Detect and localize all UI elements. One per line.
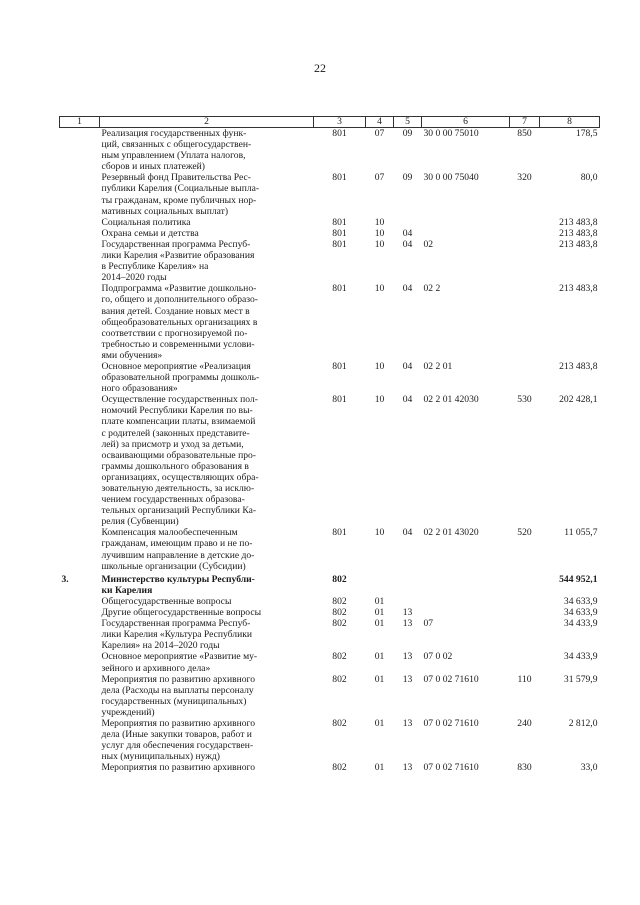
expense-type-code: 830: [517, 762, 532, 774]
ministry-code: 802: [332, 573, 347, 585]
ministry-code: 801: [332, 172, 347, 184]
amount-value: 80,0: [580, 172, 598, 184]
table-row: [60, 607, 600, 618]
target-article-code: 30 0 00 75040: [423, 172, 479, 184]
table-row: [60, 128, 600, 173]
target-article-code: [422, 217, 510, 228]
amount-value: 34 633,9: [563, 595, 598, 607]
target-article-code: [422, 596, 510, 607]
section-code: 10: [374, 238, 385, 250]
section-code: 07: [374, 128, 385, 139]
subsection-code: 09: [402, 128, 413, 139]
page-number: 22: [314, 61, 326, 75]
row-name: Государственная программа Респуб- лики Карелия «Развитие образования в Республике Карелия» на 2014–2020 годы: [101, 238, 255, 284]
table-row: [60, 651, 600, 673]
row-number: [60, 527, 100, 571]
target-article-code: 02 2 01 43020: [423, 527, 479, 539]
row-name: Государственная программа Респуб- лики Карелия «Культура Республики Карелия» на 2014–2020 годы: [101, 618, 253, 652]
table-row: [60, 618, 600, 651]
table-row: [60, 762, 600, 773]
expense-type-code: 530: [517, 394, 532, 406]
row-name: Общегосударственные вопросы: [101, 595, 232, 607]
amount-value: 34 633,9: [563, 607, 598, 619]
subsection-code: 04: [402, 227, 413, 239]
table-row: [60, 361, 600, 394]
target-article-code: 02 2 01 42030: [423, 394, 479, 406]
target-article-code: 07 0 02 71610: [423, 717, 479, 729]
ministry-code: 802: [332, 651, 347, 663]
amount-value: 34 433,9: [563, 618, 598, 630]
row-number: [60, 217, 100, 228]
subsection-code: 13: [402, 651, 413, 663]
subsection-code: 13: [402, 717, 413, 729]
row-number: 3.: [61, 573, 69, 585]
expense-type-code: 320: [517, 172, 532, 184]
section-code: 01: [374, 762, 385, 774]
row-number: [60, 651, 100, 673]
section-code: 10: [374, 227, 385, 239]
expense-type-code: 240: [517, 717, 532, 729]
row-name: Мероприятия по развитию архивного: [101, 762, 256, 774]
row-number: [60, 361, 100, 394]
expense-type-code: [510, 228, 540, 239]
target-article-code: 02 2 01: [423, 360, 453, 372]
row-name: Мероприятия по развитию архивного дела (Расходы на выплаты персоналу государственных (муниципальных) учреждений): [101, 673, 256, 718]
ministry-code: 802: [332, 762, 347, 774]
expense-type-code: [510, 607, 540, 618]
row-name: Основное мероприятие «Развитие му- зейного и архивного дела»: [101, 651, 258, 674]
expense-type-code: [510, 361, 540, 394]
expense-type-code: [510, 596, 540, 607]
expense-type-code: [510, 217, 540, 228]
column-header: 5: [394, 117, 422, 128]
subsection-code: 04: [402, 360, 413, 372]
subsection-code: 13: [402, 673, 413, 685]
section-code: [366, 572, 394, 596]
amount-value: 202 428,1: [559, 394, 598, 406]
expense-type-code: 850: [517, 128, 532, 139]
amount-value: 33,0: [580, 762, 598, 774]
column-header-row: [60, 117, 600, 128]
expense-type-code: [510, 651, 540, 673]
amount-value: 544 952,1: [559, 573, 598, 585]
expense-type-code: 110: [517, 673, 532, 685]
expense-type-code: 520: [517, 527, 532, 539]
row-number: [60, 128, 100, 173]
row-number: [60, 674, 100, 718]
ministry-code: 801: [332, 394, 347, 406]
column-header: 2: [100, 117, 314, 128]
amount-value: 213 483,8: [559, 216, 598, 228]
column-header: 1: [60, 117, 100, 128]
amount-value: 34 433,9: [563, 651, 598, 663]
column-header: 7: [510, 117, 540, 128]
row-name: Компенсация малообеспеченным гражданам, имеющим право и не по- лучившим направление в детские до- школьные организации (Субсидии): [101, 527, 255, 572]
expense-type-code: [510, 618, 540, 651]
ministry-code: 802: [332, 673, 347, 685]
section-code: 10: [374, 394, 385, 406]
amount-value: 213 483,8: [559, 227, 598, 239]
row-number: [60, 607, 100, 618]
ministry-code: 801: [332, 283, 347, 295]
ministry-code: 801: [332, 527, 347, 539]
row-number: [60, 762, 100, 773]
row-name: Мероприятия по развитию архивного дела (Иные закупки товаров, работ и услуг для обеспечения государствен- ных (муниципальных) нужд): [101, 717, 256, 763]
table-row: [60, 596, 600, 607]
ministry-code: 802: [332, 618, 347, 630]
ministry-code: 802: [332, 607, 347, 619]
subsection-code: 13: [402, 762, 413, 774]
target-article-code: 02: [423, 238, 434, 250]
ministry-code: 801: [332, 238, 347, 250]
target-article-code: 07 0 02 71610: [423, 673, 479, 685]
section-code: 10: [374, 216, 385, 228]
ministry-code: 801: [332, 128, 347, 139]
budget-table: [59, 116, 600, 773]
table-row: [60, 228, 600, 239]
row-name: Другие общегосударственные вопросы: [101, 607, 262, 619]
ministry-code: 801: [332, 360, 347, 372]
column-header: 3: [314, 117, 366, 128]
table-row: [60, 527, 600, 571]
target-article-code: 07: [423, 618, 434, 630]
row-number: [60, 718, 100, 762]
row-name: Реализация государственных функ- ций, связанных с общегосударствен- ным управлением (Уплата налогов, сборов и иных платежей): [101, 128, 252, 173]
table-row: [60, 394, 600, 527]
amount-value: 213 483,8: [559, 238, 598, 250]
ministry-code: 802: [332, 717, 347, 729]
expense-type-code: [510, 572, 540, 596]
amount-value: 178,5: [575, 128, 598, 139]
ministry-code: 801: [332, 216, 347, 228]
section-code: 10: [374, 283, 385, 295]
subsection-code: [394, 572, 422, 596]
amount-value: 213 483,8: [559, 360, 598, 372]
row-name: Социальная политика: [101, 216, 191, 228]
subsection-code: 09: [402, 172, 413, 184]
table-row: [60, 283, 600, 361]
subsection-code: [394, 596, 422, 607]
expense-type-code: [510, 283, 540, 361]
table-row: [60, 217, 600, 228]
ministry-code: 802: [332, 595, 347, 607]
row-number: [60, 239, 100, 283]
target-article-code: 07 0 02 71610: [423, 762, 479, 774]
row-number: [60, 394, 100, 527]
amount-value: 11 055,7: [564, 527, 598, 539]
section-code: 10: [374, 360, 385, 372]
target-article-code: [422, 607, 510, 618]
column-header: 6: [422, 117, 510, 128]
subsection-code: 04: [402, 394, 413, 406]
subsection-code: 13: [402, 607, 413, 619]
ministry-code: 801: [332, 227, 347, 239]
section-code: 01: [374, 595, 385, 607]
row-number: [60, 596, 100, 607]
target-article-code: 02 2: [423, 283, 441, 295]
row-name: Подпрограмма «Развитие дошкольно- го, общего и дополнительного образо- вания детей. Создание новых мест в общеобразовательных организациях в соответствии с прогнозируемой по- требностью и современными услови- ями обучения»: [101, 283, 258, 361]
row-name: Министерство культуры Республи- ки Карелия: [101, 573, 255, 596]
section-code: 01: [374, 651, 385, 663]
expense-type-code: [510, 239, 540, 283]
target-article-code: 30 0 00 75010: [423, 128, 479, 139]
row-name: Резервный фонд Правительства Рес- публики Карелия (Социальные выпла- ты гражданам, кроме публичных нор- мативных социальных выплат): [101, 172, 260, 217]
amount-value: 31 579,9: [563, 673, 598, 685]
target-article-code: [422, 228, 510, 239]
section-code: 01: [374, 673, 385, 685]
row-name: Основное мероприятие «Реализация образовательной программы дошколь- ного образования»: [101, 360, 260, 395]
section-code: 01: [374, 717, 385, 729]
section-code: 01: [374, 618, 385, 630]
table-row: [60, 572, 600, 596]
row-name: Охрана семьи и детства: [101, 227, 199, 239]
table-row: [60, 674, 600, 718]
section-code: 01: [374, 607, 385, 619]
subsection-code: 04: [402, 527, 413, 539]
subsection-code: [394, 217, 422, 228]
row-number: [60, 228, 100, 239]
section-code: 10: [374, 527, 385, 539]
subsection-code: 13: [402, 618, 413, 630]
column-header: 8: [540, 117, 600, 128]
target-article-code: 07 0 02: [423, 651, 453, 663]
table-row: [60, 718, 600, 762]
subsection-code: 04: [402, 238, 413, 250]
row-number: [60, 172, 100, 216]
amount-value: 213 483,8: [559, 283, 598, 295]
row-number: [60, 618, 100, 651]
column-header: 4: [366, 117, 394, 128]
row-number: [60, 283, 100, 361]
section-code: 07: [374, 172, 385, 184]
target-article-code: [422, 572, 510, 596]
table-row: [60, 239, 600, 283]
row-name: Осуществление государственных пол- номочий Республики Карелия по вы- плате компенсации платы, взимаемой с родителей (законных представите- лей) за присмотр и уход за детьми, осваивающими образовательные про- граммы дошкольного образования в организациях, осуществляющих обра- зовательную деятельность, за исклю- чением государственных образова- тельных организаций Республики Ка- релия (Субвенции): [101, 394, 259, 528]
table-row: [60, 172, 600, 216]
subsection-code: 04: [402, 283, 413, 295]
amount-value: 2 812,0: [568, 717, 598, 729]
